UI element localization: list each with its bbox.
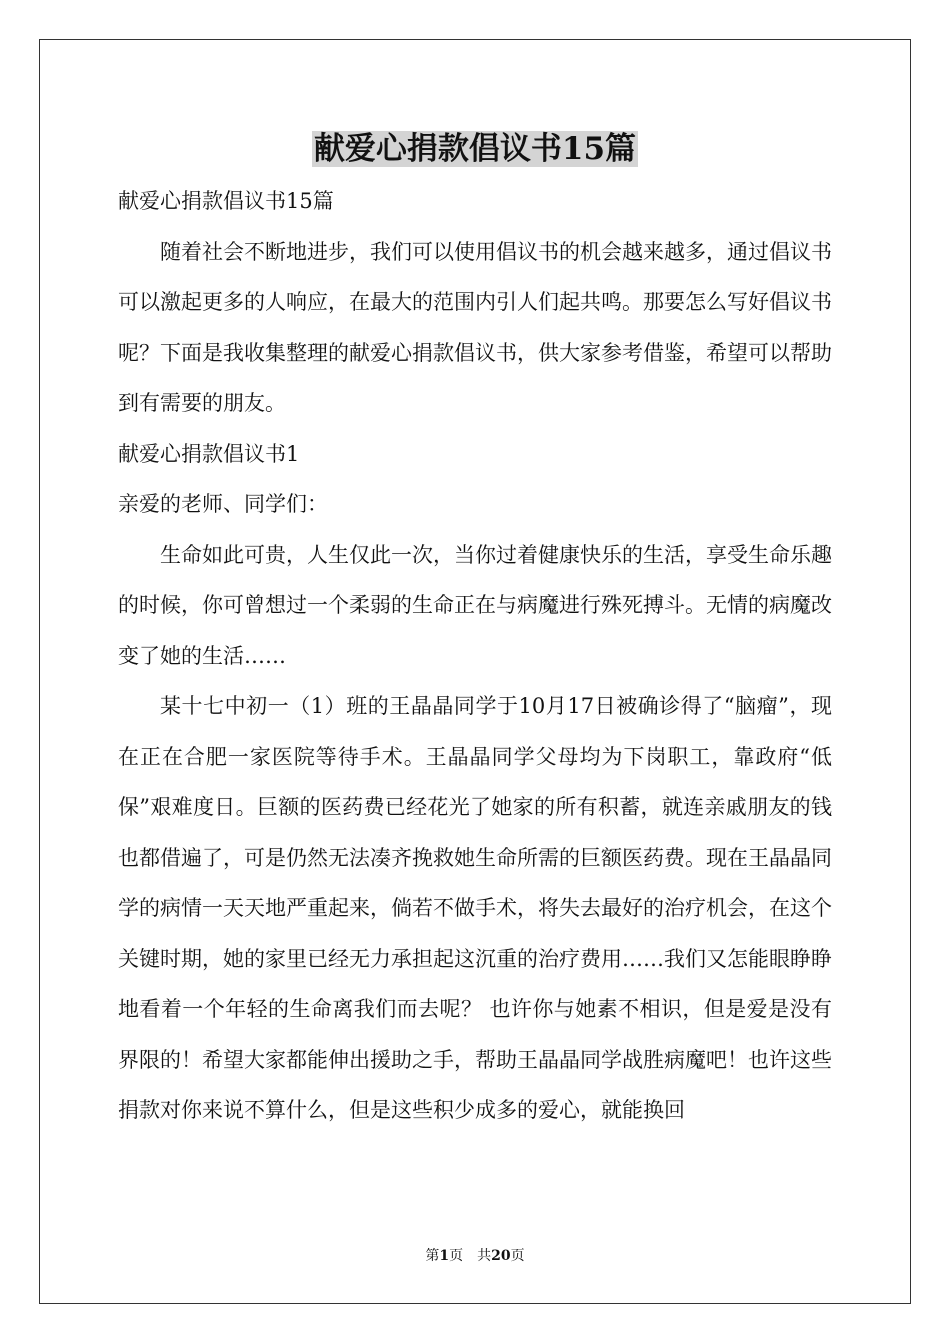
intro-paragraph: 随着社会不断地进步，我们可以使用倡议书的机会越来越多，通过倡议书可以激起更多的人响应，在最大的范围内引人们起共鸣。那要怎么写好倡议书呢？下面是我收集整理的献爱心捐款倡议书，供大家参考借鉴，希望可以帮助到有需要的朋友。 xyxy=(118,239,832,415)
document-body xyxy=(118,176,832,1136)
footer-prefix: 第 xyxy=(425,1248,440,1264)
document-title-text: 献爱心捐款倡议书15篇 xyxy=(313,131,637,167)
document-title xyxy=(0,127,950,171)
page-number-footer xyxy=(0,1246,950,1266)
current-page-number: 1 xyxy=(439,1248,450,1264)
section-heading: 献爱心捐款倡议书1 xyxy=(118,441,300,466)
body-paragraph-1: 生命如此可贵，人生仅此一次，当你过着健康快乐的生活，享受生命乐趣的时候，你可曾想过一个柔弱的生命正在与病魔进行殊死搏斗。无情的病魔改变了她的生活…… xyxy=(118,542,832,668)
salutation: 亲爱的老师、同学们： xyxy=(118,492,328,516)
total-page-count: 20 xyxy=(491,1248,511,1264)
footer-mid: 页 共 xyxy=(449,1248,492,1264)
subtitle-line: 献爱心捐款倡议书15篇 xyxy=(118,189,334,213)
footer-suffix: 页 xyxy=(510,1248,525,1264)
body-paragraph-2: 某十七中初一（1）班的王晶晶同学于10月17日被确诊得了“脑瘤”，现在正在合肥一家医院等待手术。王晶晶同学父母均为下岗职工，靠政府“低保”艰难度日。巨额的医药费已经花光了她家的所有积蓄，就连亲戚朋友的钱也都借遍了，可是仍然无法凑齐挽救她生命所需的巨额医药费。现在王晶晶同学的病情一天天地严重起来，倘若不做手术，将失去最好的治疗机会，在这个关键时期，她的家里已经无力承担起这沉重的治疗费用……我们又怎能眼睁睁地看着一个年轻的生命离我们而去呢？ 也许你与她素不相识，但是爱是没有界限的！希望大家都能伸出援助之手，帮助王晶晶同学战胜病魔吧！也许这些捐款对你来说不算什么，但是这些积少成多的爱心，就能换回 xyxy=(118,694,832,1122)
